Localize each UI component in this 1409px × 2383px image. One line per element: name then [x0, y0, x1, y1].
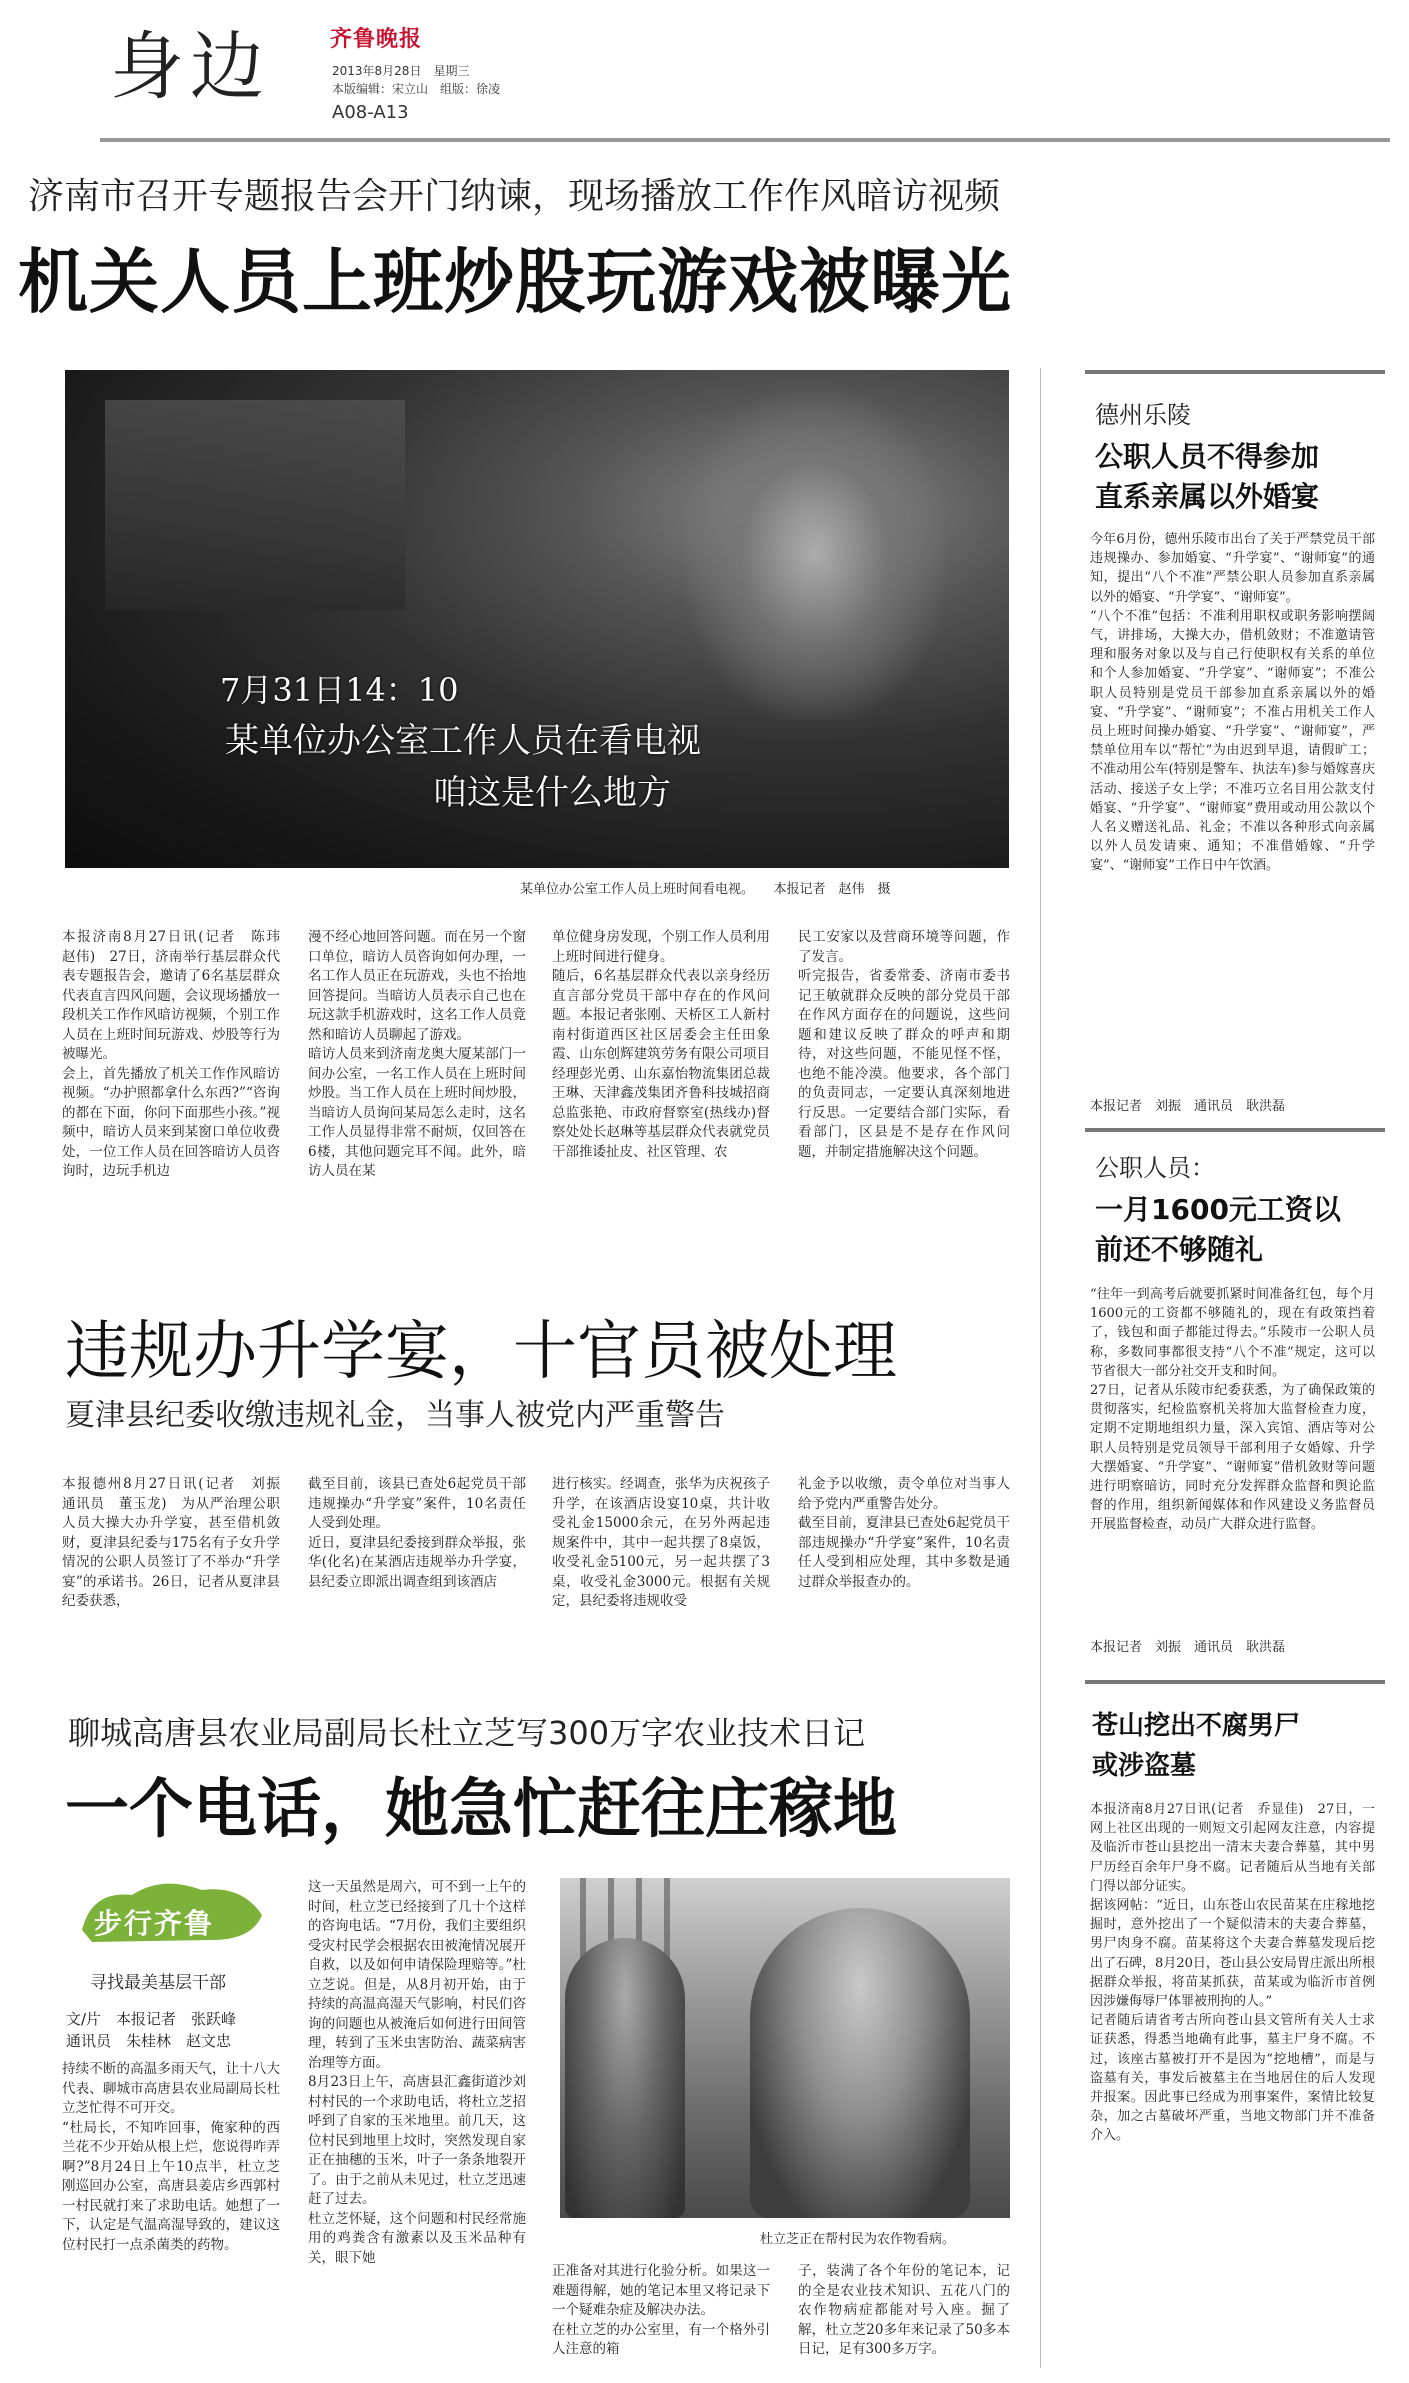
story1-column-1: 本报济南8月27日讯(记者 陈玮 赵伟) 27日，济南举行基层群众代表专题报告会，邀请了6名基层群众代表直言四风问题，会议现场播放一段机关工作作风暗访视频，个别工作人员在上班时间玩游戏、炒股等行为被曝光。 会上，首先播放了机关工作作风暗访视频。“办护照都拿什么东西?”“咨询的都在下面，你问下面那些小孩。”视频中，暗访人员来到某窗口单位收费处，一位工作人员在回答暗访人员咨询时，边玩手机边 [62, 929, 280, 1179]
story3-photo [560, 1878, 1010, 2218]
story1-column-2: 漫不经心地回答问题。而在另一个窗口单位，暗访人员咨询如何办理，一名工作人员正在玩游戏，头也不抬地回答提问。当暗访人员表示自己也在玩这款手机游戏时，这名工作人员竟然和暗访人员聊起了游戏。 暗访人员来到济南龙奥大厦某部门一间办公室，一名工作人员在上班时间炒股。当工作人员在上班时间炒股，当暗访人员询问某局怎么走时，这名工作人员显得非常不耐烦，仅回答在6楼，其他问题完耳不闻。此外，暗访人员在某 [308, 929, 526, 1179]
page-range: A08-A13 [332, 102, 409, 123]
section-title: 身边 [110, 24, 270, 110]
sidebar3-title-2: 或涉盗墓 [1092, 1751, 1197, 1781]
date-line: 2013年8月28日 星期三 [332, 64, 470, 78]
walk-qilu-logo-text: 步行齐鲁 [94, 1907, 215, 1940]
story3-photo-caption: 杜立芝正在帮村民为农作物看病。 [760, 2232, 956, 2247]
sidebar3-title-1: 苍山挖出不腐男尸 [1092, 1711, 1301, 1741]
video-subtitle-1: 某单位办公室工作人员在看电视 [225, 721, 701, 761]
video-subtitle-2: 咱这是什么地方 [433, 773, 671, 813]
sidebar1-body: 今年6月份，德州乐陵市出台了关于严禁党员干部违规操办、参加婚宴、“升学宴”、“谢师宴”的通知，提出“八个不准”严禁公职人员参加直系亲属以外的婚宴、“升学宴”、“谢师宴”。 “八个不准”包括：不准利用职权或职务影响摆阔气，讲排场，大操大办，借机敛财；不准邀请管理和服务对象以及与自己行使职权有关系的单位和个人参加婚宴、“升学宴”、“谢师宴”；不准公职人员特别是党员干部参加直系亲属以外的婚宴、“升学宴”、“谢师宴”；不准占用机关工作人员上班时间操办婚宴、“升学宴”、“谢师宴”，严禁单位用车以“帮忙”为由迟到早退，请假旷工；不准动用公车(特别是警车、执法车)参与婚嫁喜庆活动、接送子女上学；不准巧立名目用公款支付婚宴、“升学宴”、“谢师宴”费用或动用公款以个人名义赠送礼品、礼金；不准以各种形式向亲属以外人员发请柬、通知；不准借婚嫁、“升学宴”、“谢师宴”工作日中午饮酒。 [1090, 532, 1375, 874]
sidebar1-location: 德州乐陵 [1095, 401, 1191, 429]
story3-column-2: 这一天虽然是周六，可不到一上午的时间，杜立芝已经接到了几十个这样的咨询电话。“7月份，我们主要组织受灾村民学会根据农田被淹情况展开自救，以及如何申请保险理赔等。”杜立芝说。但是，从8月初开始，由于持续的高温高湿天气影响，村民们咨询的问题也从被淹后如何进行田间管理，转到了玉米虫害防治、蔬菜病害治理等方面。 8月23日上午，高唐县汇鑫街道沙刘村村民的一个求助电话，将杜立芝招呼到了自家的玉米地里。前几天，这位村民到地里上坟时，突然发现自家正在抽穗的玉米，叶子一条条地裂开了。由于之前从未见过，杜立芝迅速赶了过去。 杜立芝怀疑，这个问题和村民经常施用的鸡粪含有激素以及玉米品种有关，眼下她 [308, 1879, 526, 2266]
story2-column-1: 本报德州8月27日讯(记者 刘振 通讯员 董玉龙) 为从严治理公职人员大操大办升学宴，甚至借机敛财，夏津县纪委与175名有子女升学情况的公职人员签订了不举办“升学宴”的承诺书。26日，记者从夏津县纪委获悉， [62, 1476, 294, 1609]
paper-logo: 齐鲁晚报 [330, 26, 423, 52]
man-figure [565, 1938, 685, 2218]
story2-column-4: 礼金予以收缴，责令单位对当事人给予党内严重警告处分。 截至目前，夏津县已查处6起党员干部违规操办“升学宴”案件，10名责任人受到相应处理，其中多数是通过群众举报查办的。 [798, 1476, 1010, 1590]
sidebar2-top-rule [1085, 1128, 1385, 1132]
editors-line: 本版编辑：宋立山 组版：徐凌 [332, 82, 501, 96]
story3-column-1: 持续不断的高温多雨天气，让十八大代表、聊城市高唐县农业局副局长杜立芝忙得不可开交。 “杜局长，不知咋回事，俺家种的西兰花不少开始从根上烂，您说得咋弄啊?”8月24日上午10点半，杜立芝刚巡回办公室，高唐县姜店乡西郭村一村民就打来了求助电话。她想了一下，认定是气温高湿导致的，建议这位村民打一点杀菌类的药物。 [62, 2061, 280, 2253]
monitor-shape [105, 400, 405, 610]
sidebar1-byline: 本报记者 刘振 通讯员 耿洪磊 [1090, 1099, 1286, 1114]
story3-column-3: 正准备对其进行化验分析。如果这一难题得解，她的笔记本里又将记录下一个疑难杂症及解决办法。 在杜立芝的办公室里，有一个格外引人注意的箱 [552, 2263, 770, 2357]
story2-headline: 违规办升学宴，十官员被处理 [65, 1315, 897, 1389]
sidebar1-top-rule [1085, 370, 1385, 374]
sidebar3-body: 本报济南8月27日讯(记者 乔显佳) 27日，一网上社区出现的一则短文引起网友注意，内容提及临沂市苍山县挖出一清末夫妻合葬墓，其中男尸历经百余年尸身不腐。记者随后从当地有关部门得以部分证实。 据该网帖：“近日，山东苍山农民苗某在庄稼地挖掘时，意外挖出了一个疑似清末的夫妻合葬墓，男尸肉身不腐。苗某将这个夫妻合葬墓发现后挖出了石碑，8月20日，苍山县公安局胃庄派出所根据群众举报，将苗某抓获，苗某或为临沂市首例因涉嫌侮辱尸体罪被刑拘的人。” 记者随后请省考古所向苍山县文管所有关人士求证获悉，得悉当地确有此事，墓主尸身不腐。不过，该座古墓被打开不是因为“挖地槽”，而是与盗墓有关，事发后被墓主在当地居住的后人发现并报案。因此事已经成为刑事案件，案情比较复杂，加之古墓破坏严重，当地文物部门并不准备介入。 [1090, 1802, 1375, 2144]
story3-kicker: 聊城高唐县农业局副局长杜立芝写300万字农业技术日记 [68, 1714, 866, 1752]
story1-photo [65, 370, 1009, 868]
story1-photo-caption: 某单位办公室工作人员上班时间看电视。 本报记者 赵伟 摄 [520, 882, 891, 897]
story3-byline-1: 文/片 本报记者 张跃峰 [66, 2010, 237, 2028]
story3-headline: 一个电话，她急忙赶往庄稼地 [65, 1773, 897, 1847]
logo-subtitle: 寻找最美基层干部 [90, 1973, 226, 1993]
story1-kicker: 济南市召开专题报告会开门纳谏，现场播放工作作风暗访视频 [28, 176, 1001, 217]
walk-qilu-logo [72, 1870, 272, 1960]
story2-column-3: 进行核实。经调查，张华为庆祝孩子升学，在该酒店设宴10桌，共计收受礼金15000余元，在另外两起违规案件中，其中一起共摆了8桌饭，收受礼金5100元，另一起共摆了3桌，收受礼金3000元。根据有关规定，县纪委将违规收受 [552, 1476, 770, 1609]
story1-headline: 机关人员上班炒股玩游戏被曝光 [18, 241, 1012, 323]
story3-byline-2: 通讯员 朱桂林 赵文忠 [66, 2032, 232, 2050]
woman-figure [750, 1908, 970, 2218]
story2-subhead: 夏津县纪委收缴违规礼金，当事人被党内严重警告 [65, 1398, 725, 1433]
sidebar1-title-2: 直系亲属以外婚宴 [1095, 480, 1320, 513]
sidebar2-location: 公职人员： [1095, 1154, 1215, 1182]
masthead-rule [100, 138, 1390, 142]
story1-column-4: 民工安家以及营商环境等问题，作了发言。 听完报告，省委常委、济南市委书记王敏就群众反映的部分党员干部在作风方面存在的问题说，这些问题和建议反映了群众的呼声和期待，对这些问题，不能见怪不怪，也绝不能冷漠。他要求，各个部门的负责同志，一定要认真深刻地进行反思。一定要结合部门实际，看看部门，区县是不是存在作风问题，并制定措施解决这个问题。 [798, 929, 1010, 1160]
sidebar-divider [1040, 368, 1041, 2368]
sidebar2-body: “往年一到高考后就要抓紧时间准备红包，每个月1600元的工资都不够随礼的，现在有政策挡着了，钱包和面子都能过得去。”乐陵市一公职人员称，多数同事都很支持“八个不准”规定，这可以节省很大一部分社交开支和时间。 27日，记者从乐陵市纪委获悉，为了确保政策的贯彻落实，纪检监察机关将加大监督检查力度，定期不定期地组织力量，深入宾馆、酒店等对公职人员特别是党员领导干部利用子女婚嫁、升学大摆婚宴、“升学宴”、“谢师宴”借机敛财等问题进行明察暗访，同时充分发挥群众监督和舆论监督的作用，组织新闻媒体和作风建设义务监督员开展监督检查，动员广大群众进行监督。 [1090, 1287, 1375, 1533]
sidebar1-title-1: 公职人员不得参加 [1095, 440, 1320, 473]
video-timestamp: 7月31日14：10 [220, 671, 459, 709]
window-light [685, 390, 945, 720]
story2-column-2: 截至目前，该县已查处6起党员干部违规操办“升学宴”案件，10名责任人受到处理。 近日，夏津县纪委接到群众举报，张华(化名)在某酒店违规举办升学宴，县纪委立即派出调查组到该酒店 [308, 1476, 526, 1590]
sidebar2-byline: 本报记者 刘振 通讯员 耿洪磊 [1090, 1640, 1286, 1655]
sidebar3-top-rule [1085, 1680, 1385, 1684]
story3-column-4: 子，装满了各个年份的笔记本，记的全是农业技术知识、五花八门的农作物病症都能对号入座。掘了解，杜立芝20多年来记录了50多本日记，足有300多万字。 [798, 2263, 1010, 2357]
sidebar2-title: 一月1600元工资以前还不够随礼 [1095, 1193, 1341, 1266]
story1-column-3: 单位健身房发现，个别工作人员利用上班时间进行健身。 随后，6名基层群众代表以亲身经历直言部分党员干部中存在的作风问题。本报记者张刚、天桥区工人新村南村街道西区社区居委会主任田象霞、山东创辉建筑劳务有限公司项目经理彭光勇、山东嘉怡物流集团总裁王琳、天津鑫茂集团齐鲁科技城招商总监张艳、市政府督察室(热线办)督察处处长赵琳等基层群众代表就党员干部推诿扯皮、社区管理、农 [552, 929, 770, 1160]
